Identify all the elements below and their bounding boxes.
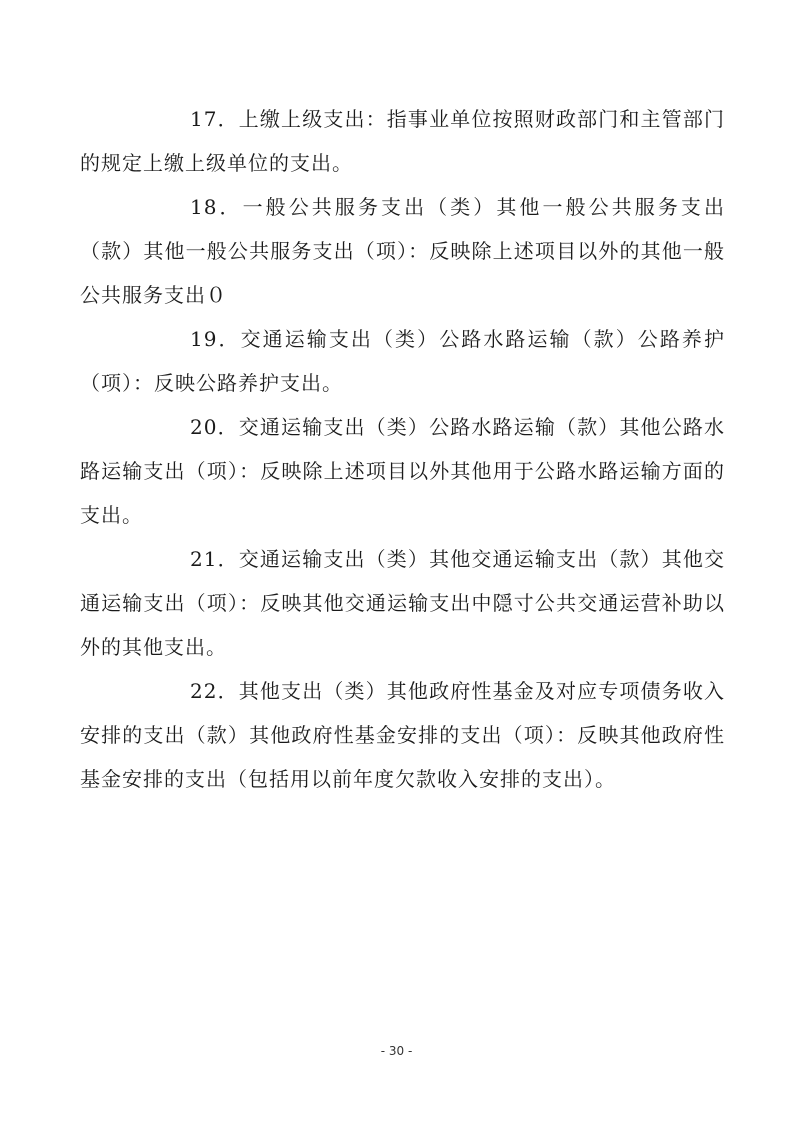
page-number: - 30 - [380,1044,413,1058]
paragraph-line: 通运输支出（项）：反映其他交通运输支出中隠寸公共交通运营补助以 [80,591,725,615]
paragraph-line: 安排的支出（款）其他政府性基金安排的支出（项）：反映其他政府性 [80,723,725,747]
document-body [80,97,725,801]
paragraph-line: 公共服务支出０ [80,283,227,307]
paragraph-line: 21．交通运输支出（类）其他交通运输支出（款）其他交 [190,547,725,571]
paragraph-22 [80,669,725,801]
paragraph-20 [80,405,725,537]
paragraph-line: 20．交通运输支出（类）公路水路运输（款）其他公路水 [190,415,725,439]
paragraph-line: 路运输支出（项）：反映除上述项目以外其他用于公路水路运输方面的 [80,459,725,483]
paragraph-line: 22．其他支出（类）其他政府性基金及对应专项债务收入 [190,679,725,703]
paragraph-line: （项）：反映公路养护支出。 [80,371,343,395]
paragraph-line: 外的其他支出。 [80,635,227,659]
paragraph-line: （款）其他一般公共服务支出（项）：反映除上述项目以外的其他一般 [80,239,725,263]
paragraph-17 [80,97,725,185]
paragraph-line: 基金安排的支出（包括用以前年度欠款收入安排的支出）。 [80,767,616,791]
paragraph-line: 18．一般公共服务支出（类）其他一般公共服务支出 [190,195,725,219]
paragraph-line: 17．上缴上级支出：指事业单位按照财政部门和主管部门 [190,107,725,131]
paragraph-19 [80,317,725,405]
paragraph-line: 的规定上缴上级单位的支出。 [80,151,353,175]
paragraph-21 [80,537,725,669]
paragraph-line: 19．交通运输支出（类）公路水路运输（款）公路养护 [190,327,725,351]
paragraph-line: 支出。 [80,503,143,527]
paragraph-18 [80,185,725,317]
